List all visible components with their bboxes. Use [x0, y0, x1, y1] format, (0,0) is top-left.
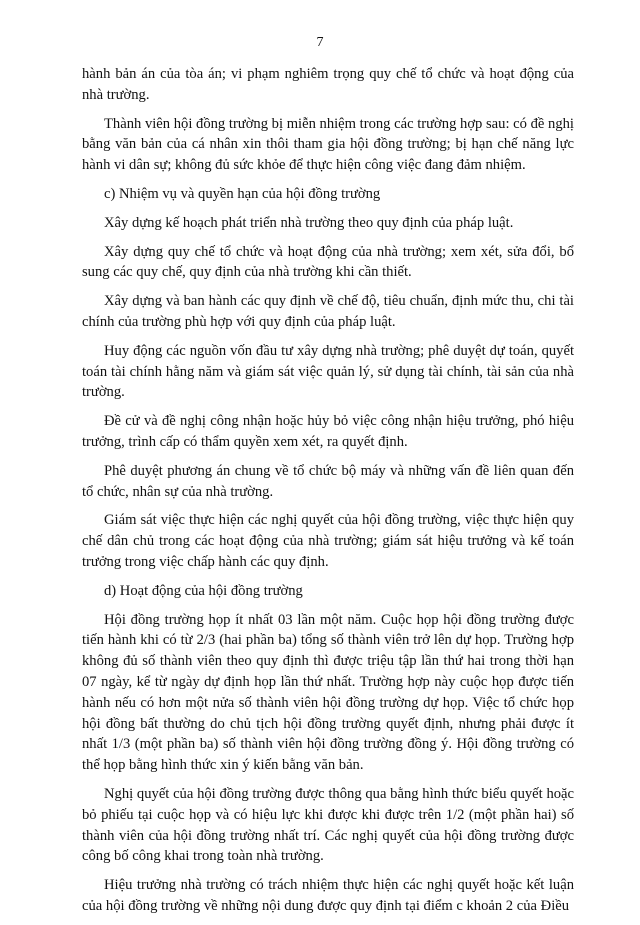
section-heading: c) Nhiệm vụ và quyền hạn của hội đồng trường [104, 185, 381, 202]
paragraph: Xây dựng quy chế tổ chức và hoạt động của nhà trường; xem xét, sửa đổi, bổ sung các quy chế, quy định của nhà trường khi cần thiết. [82, 243, 574, 281]
paragraph: Đề cử và đề nghị công nhận hoặc hủy bỏ việc công nhận hiệu trưởng, phó hiệu trưởng, trình cấp có thẩm quyền xem xét, ra quyết định. [82, 413, 574, 450]
paragraph: Nghị quyết của hội đồng trường được thông qua bằng hình thức biểu quyết hoặc bỏ phiếu tại cuộc họp và có hiệu lực khi được khi được trên 1/2 (một phần hai) số thành viên của hội đồng trường nhất trí. Các nghị quyết của hội đồng trường được công bố công khai trong toàn nhà trường. [82, 785, 574, 865]
paragraph: Hiệu trưởng nhà trường có trách nhiệm thực hiện các nghị quyết hoặc kết luận của hội đồng trường về những nội dung được quy định tại điểm c khoản 2 của Điều [82, 877, 574, 914]
document-body [82, 64, 574, 925]
paragraph: Xây dựng kế hoạch phát triển nhà trường theo quy định của pháp luật. [104, 214, 514, 231]
paragraph: Hội đồng trường họp ít nhất 03 lần một năm. Cuộc họp hội đồng trường được tiến hành khi có từ 2/3 (hai phần ba) tổng số thành viên trở lên dự họp. Trường hợp không đủ số thành viên theo quy định thì được triệu tập lần thứ hai trong thời hạn 07 ngày, kể từ ngày dự định họp lần thứ nhất. Trường hợp này cuộc họp được tiến hành nếu có hơn một nửa số thành viên hội đồng trường dự họp. Việc tổ chức họp hội đồng bất thường do chủ tịch hội đồng trường quyết định, nhưng phải được ít nhất 1/3 (một phần ba) số thành viên hội đồng trường đồng ý. Hội đồng trường có thể họp bằng hình thức xin ý kiến bằng văn bản. [82, 611, 574, 774]
paragraph: Giám sát việc thực hiện các nghị quyết của hội đồng trường, việc thực hiện quy chế dân chủ trong các hoạt động của nhà trường; giám sát hiệu trưởng và kế toán trưởng trong việc chấp hành các quy định. [82, 512, 574, 570]
page-number: 7 [316, 35, 324, 50]
section-heading: d) Hoạt động của hội đồng trường [104, 582, 303, 599]
paragraph: Xây dựng và ban hành các quy định về chế độ, tiêu chuẩn, định mức thu, chi tài chính của trường phù hợp với quy định của pháp luật. [82, 293, 574, 330]
paragraph: hành bản án của tòa án; vi phạm nghiêm trọng quy chế tổ chức và hoạt động của nhà trường. [82, 66, 574, 103]
paragraph: Phê duyệt phương án chung về tổ chức bộ máy và những vấn đề liên quan đến tổ chức, nhân sự của nhà trường. [82, 462, 574, 500]
paragraph: Thành viên hội đồng trường bị miễn nhiệm trong các trường hợp sau: có đề nghị bằng văn bản của cá nhân xin thôi tham gia hội đồng trường; bị hạn chế năng lực hành vi dân sự; không đủ sức khỏe để thực hiện công việc đang đảm nhiệm. [82, 115, 574, 174]
paragraph: Huy động các nguồn vốn đầu tư xây dựng nhà trường; phê duyệt dự toán, quyết toán tài chính hằng năm và giám sát việc quản lý, sử dụng tài chính, tài sản của nhà trường. [82, 342, 574, 401]
